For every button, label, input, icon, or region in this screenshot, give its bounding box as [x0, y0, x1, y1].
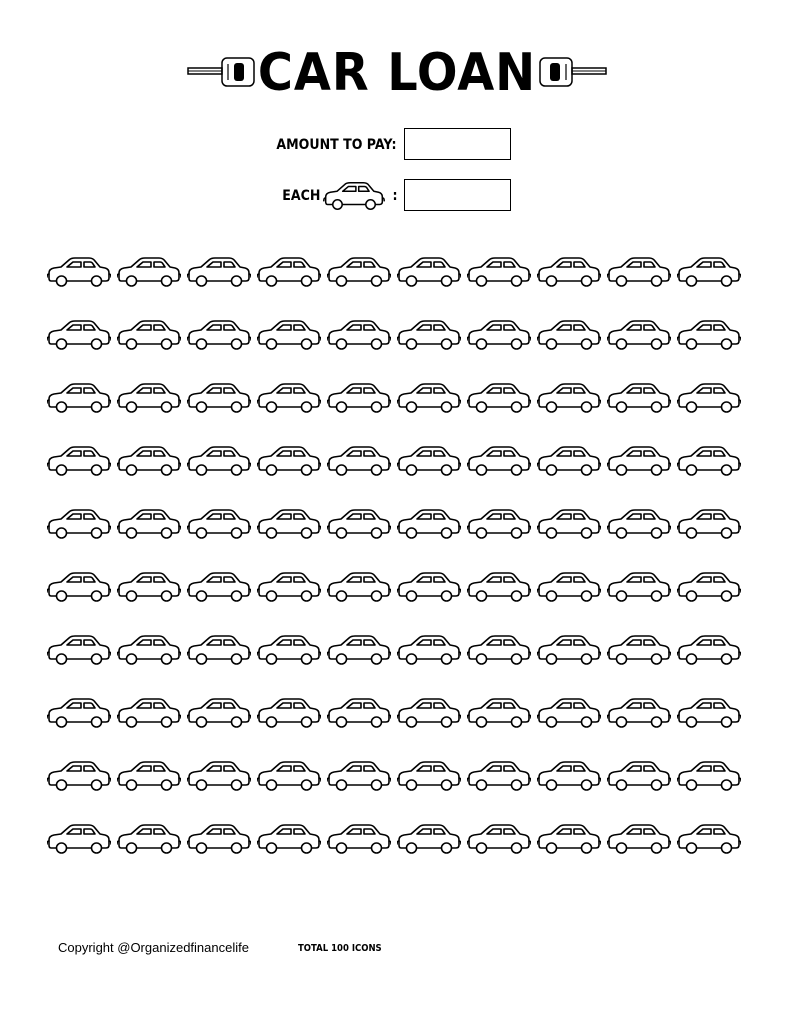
car-icon — [117, 380, 181, 416]
car-checkbox[interactable] — [537, 695, 607, 735]
car-checkbox[interactable] — [677, 443, 747, 483]
car-icon — [187, 695, 251, 731]
car-checkbox[interactable] — [327, 380, 397, 420]
car-checkbox[interactable] — [187, 758, 257, 798]
car-icon — [187, 506, 251, 542]
car-icon — [607, 632, 671, 668]
car-icon — [327, 569, 391, 605]
car-icon — [117, 569, 181, 605]
car-checkbox[interactable] — [677, 380, 747, 420]
car-icon — [607, 380, 671, 416]
car-checkbox[interactable] — [257, 695, 327, 735]
car-checkbox[interactable] — [537, 317, 607, 357]
car-icon — [187, 821, 251, 857]
car-icon — [467, 254, 531, 290]
car-checkbox[interactable] — [467, 317, 537, 357]
car-icon — [607, 506, 671, 542]
car-checkbox[interactable] — [607, 380, 677, 420]
car-icon — [467, 569, 531, 605]
car-icon — [187, 632, 251, 668]
car-icon — [397, 821, 461, 857]
car-checkbox[interactable] — [537, 506, 607, 546]
car-checkbox[interactable] — [397, 443, 467, 483]
car-checkbox[interactable] — [327, 506, 397, 546]
car-checkbox[interactable] — [257, 443, 327, 483]
car-checkbox[interactable] — [467, 506, 537, 546]
car-icon — [397, 380, 461, 416]
car-icon — [677, 443, 741, 479]
car-checkbox[interactable] — [117, 254, 187, 294]
car-icon — [537, 569, 601, 605]
car-checkbox[interactable] — [47, 632, 117, 672]
car-checkbox[interactable] — [467, 443, 537, 483]
car-icon — [257, 254, 321, 290]
car-icon — [467, 443, 531, 479]
car-checkbox[interactable] — [397, 569, 467, 609]
car-icon — [327, 506, 391, 542]
car-icon — [187, 569, 251, 605]
car-icon — [322, 179, 386, 213]
car-checkbox[interactable] — [47, 443, 117, 483]
car-checkbox[interactable] — [117, 758, 187, 798]
car-checkbox[interactable] — [607, 506, 677, 546]
page-title: CAR LOAN — [257, 43, 537, 103]
car-icon — [467, 506, 531, 542]
car-checkbox[interactable] — [537, 254, 607, 294]
car-checkbox[interactable] — [397, 506, 467, 546]
car-icon — [327, 821, 391, 857]
car-checkbox[interactable] — [117, 569, 187, 609]
car-icon — [467, 380, 531, 416]
car-checkbox[interactable] — [47, 569, 117, 609]
car-checkbox[interactable] — [677, 695, 747, 735]
car-row — [47, 317, 747, 380]
car-icon — [327, 632, 391, 668]
car-checkbox[interactable] — [327, 758, 397, 798]
car-checkbox[interactable] — [257, 506, 327, 546]
car-icon — [327, 695, 391, 731]
car-row — [47, 821, 747, 884]
car-checkbox[interactable] — [537, 632, 607, 672]
car-checkbox[interactable] — [187, 380, 257, 420]
car-icon — [47, 758, 111, 794]
car-icon — [327, 758, 391, 794]
car-icon — [257, 317, 321, 353]
car-checkbox[interactable] — [397, 254, 467, 294]
car-icon — [257, 380, 321, 416]
car-checkbox[interactable] — [397, 632, 467, 672]
car-icon — [397, 758, 461, 794]
car-checkbox[interactable] — [677, 821, 747, 861]
car-icon — [117, 758, 181, 794]
car-icon — [397, 317, 461, 353]
car-icon — [537, 443, 601, 479]
car-checkbox[interactable] — [677, 254, 747, 294]
car-icon — [47, 695, 111, 731]
car-checkbox[interactable] — [117, 380, 187, 420]
car-checkbox[interactable] — [467, 569, 537, 609]
car-icon — [607, 569, 671, 605]
car-checkbox[interactable] — [47, 380, 117, 420]
car-checkbox[interactable] — [607, 569, 677, 609]
car-icon — [537, 821, 601, 857]
car-checkbox[interactable] — [257, 821, 327, 861]
car-icon — [607, 758, 671, 794]
car-grid — [47, 254, 747, 884]
car-checkbox[interactable] — [327, 695, 397, 735]
car-icon — [677, 254, 741, 290]
car-checkbox[interactable] — [537, 380, 607, 420]
car-icon — [117, 506, 181, 542]
car-checkbox[interactable] — [47, 254, 117, 294]
car-icon — [327, 317, 391, 353]
car-icon — [47, 443, 111, 479]
car-icon — [607, 317, 671, 353]
car-icon — [397, 632, 461, 668]
car-checkbox[interactable] — [397, 380, 467, 420]
car-icon — [537, 506, 601, 542]
car-icon — [537, 380, 601, 416]
car-checkbox[interactable] — [327, 443, 397, 483]
car-checkbox[interactable] — [187, 506, 257, 546]
car-checkbox[interactable] — [187, 317, 257, 357]
car-icon — [397, 506, 461, 542]
car-icon — [397, 695, 461, 731]
car-icon — [677, 695, 741, 731]
car-icon — [187, 380, 251, 416]
car-icon — [397, 254, 461, 290]
car-checkbox[interactable] — [607, 758, 677, 798]
car-icon — [677, 821, 741, 857]
car-icon — [467, 632, 531, 668]
car-icon — [47, 317, 111, 353]
car-icon — [677, 506, 741, 542]
car-checkbox[interactable] — [397, 695, 467, 735]
car-icon — [397, 569, 461, 605]
car-checkbox[interactable] — [257, 569, 327, 609]
car-checkbox[interactable] — [257, 317, 327, 357]
car-checkbox[interactable] — [677, 569, 747, 609]
car-icon — [187, 758, 251, 794]
car-icon — [187, 317, 251, 353]
car-checkbox[interactable] — [187, 443, 257, 483]
car-checkbox[interactable] — [117, 821, 187, 861]
car-row — [47, 254, 747, 317]
car-icon — [117, 821, 181, 857]
amount-row — [0, 128, 794, 164]
car-checkbox[interactable] — [47, 695, 117, 735]
car-icon — [537, 632, 601, 668]
car-checkbox[interactable] — [47, 506, 117, 546]
car-icon — [607, 821, 671, 857]
car-checkbox[interactable] — [187, 569, 257, 609]
car-icon — [47, 506, 111, 542]
car-checkbox[interactable] — [187, 254, 257, 294]
car-checkbox[interactable] — [607, 443, 677, 483]
car-icon — [607, 254, 671, 290]
car-icon — [677, 317, 741, 353]
key-icon — [536, 56, 608, 88]
car-icon — [467, 821, 531, 857]
car-icon — [607, 443, 671, 479]
car-checkbox[interactable] — [187, 632, 257, 672]
each-label: EACH — [281, 188, 320, 204]
car-icon — [117, 695, 181, 731]
car-icon — [257, 506, 321, 542]
car-icon — [117, 317, 181, 353]
car-checkbox[interactable] — [327, 317, 397, 357]
car-row — [47, 443, 747, 506]
car-checkbox[interactable] — [327, 632, 397, 672]
car-checkbox[interactable] — [467, 695, 537, 735]
car-row — [47, 569, 747, 632]
car-checkbox[interactable] — [467, 821, 537, 861]
copyright-text: Copyright @Organizedfinancelife — [58, 940, 249, 955]
car-icon — [257, 569, 321, 605]
car-icon — [677, 632, 741, 668]
car-checkbox[interactable] — [117, 695, 187, 735]
car-checkbox[interactable] — [607, 317, 677, 357]
car-checkbox[interactable] — [607, 632, 677, 672]
car-icon — [467, 758, 531, 794]
car-row — [47, 758, 747, 821]
car-icon — [607, 695, 671, 731]
car-checkbox[interactable] — [187, 695, 257, 735]
car-icon — [677, 569, 741, 605]
car-checkbox[interactable] — [677, 758, 747, 798]
car-icon — [677, 380, 741, 416]
car-checkbox[interactable] — [327, 821, 397, 861]
car-checkbox[interactable] — [467, 758, 537, 798]
car-icon — [257, 443, 321, 479]
car-icon — [537, 254, 601, 290]
amount-label: AMOUNT TO PAY: — [275, 137, 396, 153]
car-icon — [47, 821, 111, 857]
car-checkbox[interactable] — [117, 506, 187, 546]
car-icon — [187, 443, 251, 479]
total-icons-text: TOTAL 100 ICONS — [298, 943, 382, 954]
car-icon — [467, 317, 531, 353]
car-checkbox[interactable] — [467, 380, 537, 420]
car-icon — [257, 758, 321, 794]
car-checkbox[interactable] — [607, 254, 677, 294]
car-icon — [47, 254, 111, 290]
car-checkbox[interactable] — [537, 821, 607, 861]
car-checkbox[interactable] — [397, 317, 467, 357]
car-icon — [47, 569, 111, 605]
car-checkbox[interactable] — [327, 569, 397, 609]
each-row — [0, 179, 794, 215]
each-colon: : — [392, 188, 398, 204]
car-row — [47, 632, 747, 695]
car-icon — [537, 758, 601, 794]
car-checkbox[interactable] — [117, 317, 187, 357]
car-row — [47, 506, 747, 569]
car-checkbox[interactable] — [47, 821, 117, 861]
car-checkbox[interactable] — [607, 821, 677, 861]
car-icon — [537, 695, 601, 731]
car-icon — [327, 380, 391, 416]
car-checkbox[interactable] — [677, 632, 747, 672]
car-icon — [257, 632, 321, 668]
car-checkbox[interactable] — [327, 254, 397, 294]
car-icon — [327, 254, 391, 290]
car-icon — [257, 821, 321, 857]
car-checkbox[interactable] — [117, 443, 187, 483]
car-icon — [397, 443, 461, 479]
car-icon — [117, 632, 181, 668]
car-checkbox[interactable] — [537, 569, 607, 609]
car-icon — [187, 254, 251, 290]
car-checkbox[interactable] — [187, 821, 257, 861]
car-icon — [257, 695, 321, 731]
car-checkbox[interactable] — [677, 506, 747, 546]
car-checkbox[interactable] — [467, 632, 537, 672]
car-checkbox[interactable] — [257, 380, 327, 420]
car-checkbox[interactable] — [47, 758, 117, 798]
car-icon — [47, 380, 111, 416]
car-checkbox[interactable] — [467, 254, 537, 294]
amount-input[interactable] — [404, 128, 511, 160]
car-icon — [47, 632, 111, 668]
car-checkbox[interactable] — [257, 632, 327, 672]
car-row — [47, 380, 747, 443]
car-checkbox[interactable] — [537, 443, 607, 483]
car-checkbox[interactable] — [397, 821, 467, 861]
car-checkbox[interactable] — [677, 317, 747, 357]
car-icon — [467, 695, 531, 731]
car-icon — [537, 317, 601, 353]
car-icon — [117, 254, 181, 290]
car-icon — [117, 443, 181, 479]
car-icon — [677, 758, 741, 794]
car-checkbox[interactable] — [117, 632, 187, 672]
car-checkbox[interactable] — [47, 317, 117, 357]
car-checkbox[interactable] — [607, 695, 677, 735]
car-icon — [327, 443, 391, 479]
car-row — [47, 695, 747, 758]
car-checkbox[interactable] — [537, 758, 607, 798]
each-input[interactable] — [404, 179, 511, 211]
car-checkbox[interactable] — [397, 758, 467, 798]
car-checkbox[interactable] — [257, 254, 327, 294]
car-checkbox[interactable] — [257, 758, 327, 798]
